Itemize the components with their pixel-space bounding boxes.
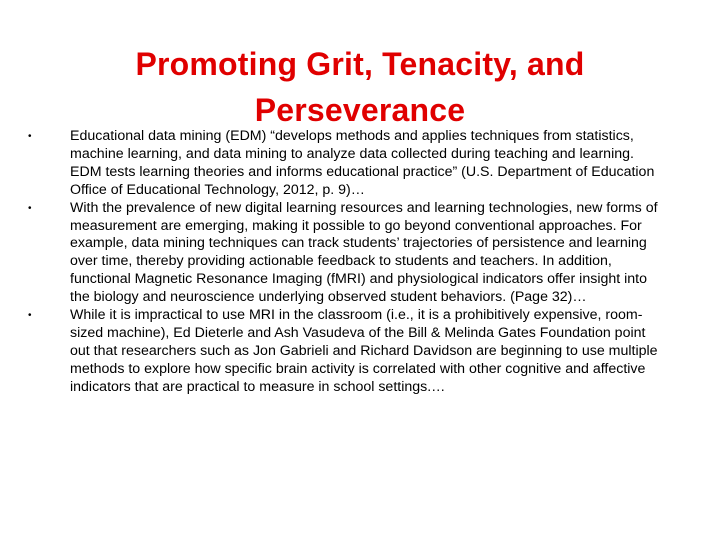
bullet-text: With the prevalence of new digital learning resources and learning technologies, new forms of measurement are emerging, making it possible to go beyond conventional approaches. For example, data mining techniques can track students’ trajectories of persistence and learning over time, thereby providing actionable feedback to students and teachers. In addition, functional Magnetic Resonance Imaging (fMRI) and physiological indicators offer insight into the biology and neuroscience underlying observed student behaviors. (Page 32)… bbox=[70, 199, 658, 306]
slide-title: Promoting Grit, Tenacity, and Perseverance bbox=[135, 46, 585, 129]
bullet-text: While it is impractical to use MRI in the classroom (i.e., it is a prohibitively expensive, room-sized machine), Ed Dieterle and Ash Vasudeva of the Bill & Melinda Gates Foundation point out that researchers such as Jon Gabrieli and Richard Davidson are beginning to use multiple methods to explore how specific brain activity is correlated with other cognitive and affective indicators that are practical to measure in school settings.… bbox=[70, 307, 658, 395]
bullet-dot-icon: • bbox=[28, 202, 32, 214]
bullet-item bbox=[28, 128, 668, 200]
bullet-item bbox=[28, 200, 668, 307]
bullet-dot-icon: • bbox=[28, 310, 32, 322]
bullet-text: Educational data mining (EDM) “develops methods and applies techniques from statistics, machine learning, and data mining to analyze data collected during teaching and learning. EDM tests learning theories and informs educational practice” (U.S. Department of Education Office of Educational Technology, 2012, p. 9)… bbox=[70, 128, 655, 198]
bullet-list bbox=[28, 128, 668, 397]
bullet-dot-icon: • bbox=[28, 131, 32, 142]
bullet-item bbox=[28, 307, 668, 397]
